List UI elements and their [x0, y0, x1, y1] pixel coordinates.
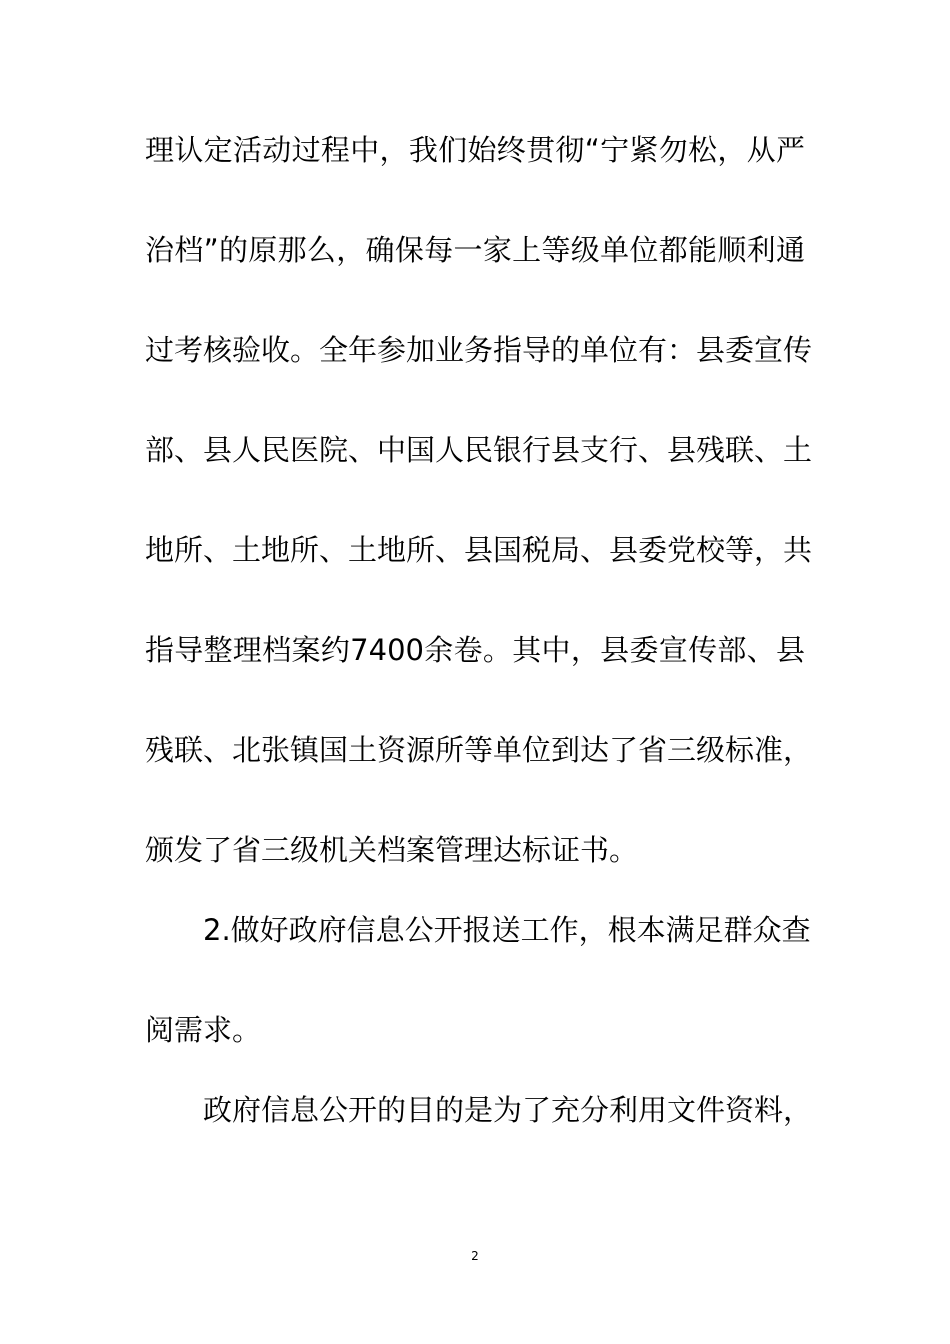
body-text-line-7: 残联、北张镇国土资源所等单位到达了省三级标准， [145, 733, 813, 767]
body-text-line-6: 指导整理档案约7400余卷。其中，县委宣传部、县 [145, 633, 805, 667]
body-text-line-8: 颁发了省三级机关档案管理达标证书。 [145, 833, 639, 867]
body-text-line-5: 地所、土地所、土地所、县国税局、县委党校等，共 [145, 533, 813, 567]
body-text-line-1: 理认定活动过程中，我们始终贯彻“宁紧勿松，从严 [145, 133, 805, 167]
section-heading-line-1: 2.做好政府信息公开报送工作，根本满足群众查 [203, 913, 811, 947]
body-text-line-3: 过考核验收。全年参加业务指导的单位有：县委宣传 [145, 333, 813, 367]
body-text-line-4: 部、县人民医院、中国人民银行县支行、县残联、土 [145, 433, 813, 467]
section-heading-line-2: 阅需求。 [145, 1013, 262, 1047]
body-text-line-9: 政府信息公开的目的是为了充分利用文件资料， [203, 1093, 813, 1127]
body-text-line-2: 治档”的原那么，确保每一家上等级单位都能顺利通 [145, 233, 805, 267]
page-number: 2 [471, 1249, 479, 1263]
